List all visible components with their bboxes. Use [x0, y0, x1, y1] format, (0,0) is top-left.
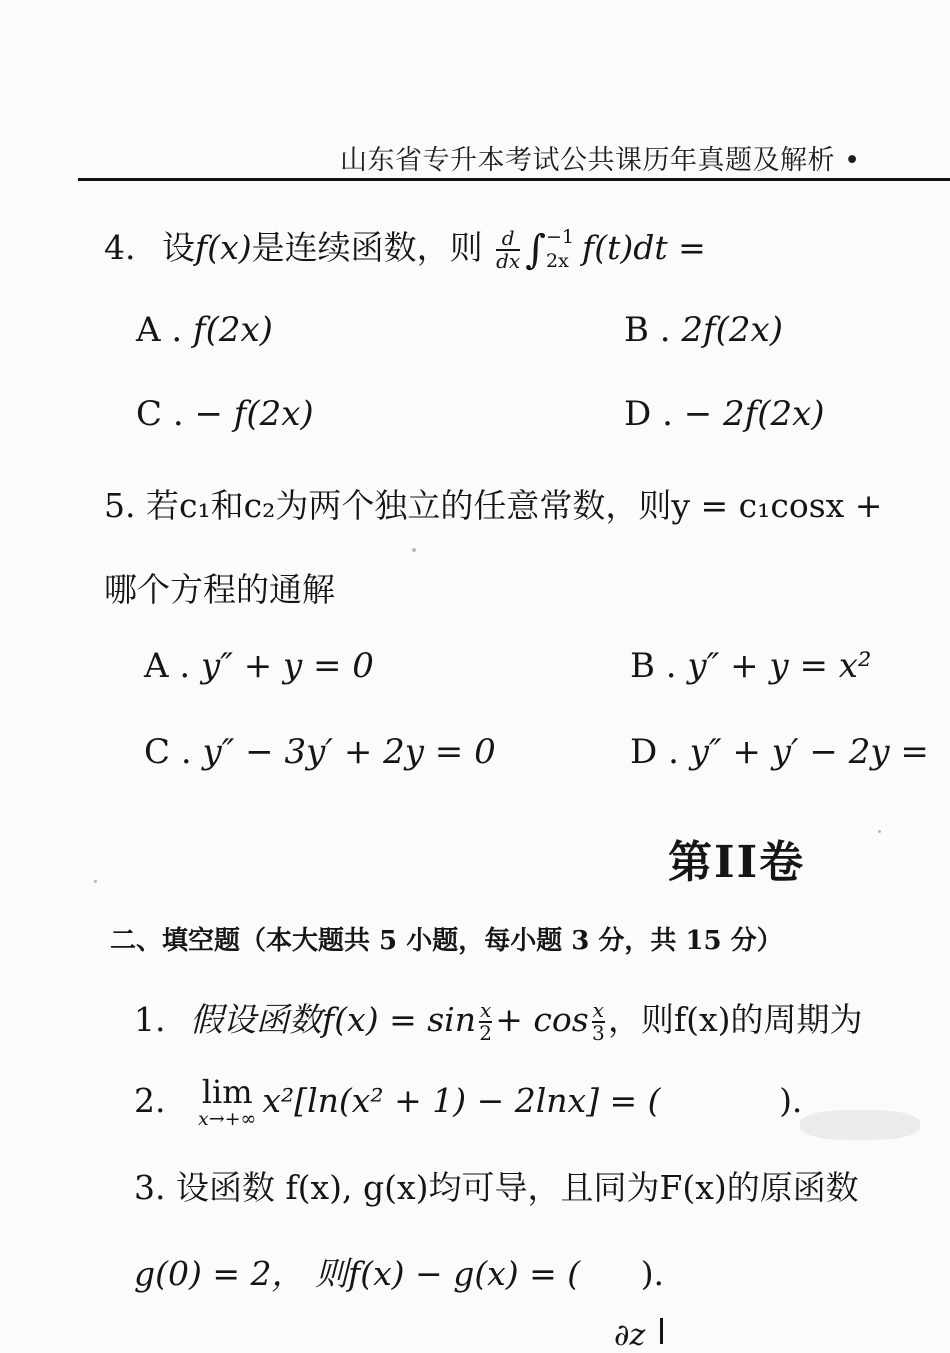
option-text: y″ − 3y′ + 2y = 0 — [202, 732, 496, 772]
option-label: B . — [624, 310, 671, 350]
option-label: D . — [624, 394, 673, 434]
question-4 — [104, 222, 706, 274]
fill-3-expression: g(0) = 2， 则f(x) − g(x) = ( — [134, 1254, 581, 1293]
option-text: − 2f(2x) — [683, 394, 825, 434]
option-b[interactable] — [624, 310, 783, 350]
question-number: 4. — [104, 228, 136, 267]
option-text: y″ + y = 0 — [200, 646, 374, 686]
option-c[interactable] — [144, 732, 496, 772]
function-fx: f(x) — [195, 228, 252, 267]
partial-derivative-fragment: ∂z — [614, 1318, 646, 1353]
option-label: D . — [630, 732, 679, 772]
fill-question-1 — [134, 994, 863, 1044]
scan-speck — [878, 830, 881, 833]
answer-blank-close: ). — [779, 1080, 803, 1120]
option-c[interactable] — [136, 394, 314, 434]
section-title: 第II卷 — [668, 837, 806, 888]
option-d[interactable] — [624, 394, 825, 434]
option-text: y″ + y = x² — [687, 646, 872, 686]
fill-question-2 — [134, 1073, 803, 1130]
integral-sign-icon: ∫ — [525, 227, 547, 273]
fraction-denominator: 2 — [479, 1021, 492, 1045]
fill-1-mid: + cos — [495, 1000, 589, 1039]
option-label: A . — [144, 646, 191, 686]
limit-operator — [198, 1073, 257, 1130]
option-a[interactable] — [144, 646, 374, 686]
fill-question-3-line-2 — [134, 1248, 664, 1295]
fill-1-after: ，则f(x)的周期为 — [607, 1000, 863, 1039]
limit-subscript: x→+∞ — [198, 1107, 257, 1130]
option-label: C . — [144, 732, 192, 772]
derivative-numerator: d — [496, 228, 520, 251]
fraction-denominator: 3 — [591, 1021, 605, 1045]
fraction-x-over-3 — [592, 1000, 605, 1044]
header-rule — [78, 178, 950, 181]
page-header-title: 山东省专升本考试公共课历年真题及解析 • — [340, 145, 861, 176]
section-subtitle: 二、填空题（本大题共 5 小题，每小题 3 分，共 15 分） — [110, 926, 783, 956]
option-d[interactable] — [630, 732, 929, 772]
question-stem-mid: 是连续函数，则 — [251, 228, 483, 267]
option-text: − f(2x) — [194, 394, 314, 434]
question-number: 2. — [134, 1080, 166, 1120]
question-stem-before: 设 — [162, 228, 195, 267]
option-text: f(2x) — [192, 310, 273, 350]
integrand: f(t)dt = — [582, 228, 706, 267]
evaluation-bar — [660, 1318, 663, 1344]
limit-expression: x²[ln(x² + 1) − 2lnx] = ( — [262, 1080, 661, 1120]
limit-word: lim — [201, 1073, 253, 1111]
derivative-denominator: dx — [496, 249, 521, 273]
option-label: A . — [136, 310, 183, 350]
scan-speck — [412, 548, 416, 552]
option-a[interactable] — [136, 310, 273, 350]
derivative-fraction — [496, 228, 520, 272]
option-text: y″ + y′ − 2y = — [689, 732, 929, 772]
answer-blank-close: ). — [640, 1254, 665, 1293]
scan-speck — [94, 880, 97, 883]
option-text: 2f(2x) — [681, 310, 783, 350]
fraction-x-over-2 — [479, 1000, 492, 1044]
integral-limits — [546, 226, 574, 274]
option-label: C . — [136, 394, 184, 434]
question-5-line-2: 哪个方程的通解 — [104, 570, 335, 609]
option-b[interactable] — [630, 646, 872, 686]
question-number: 1. — [134, 1000, 166, 1039]
fraction-numerator: x — [479, 998, 492, 1022]
option-label: B . — [630, 646, 677, 686]
question-5-line-1: 5. 若c₁和c₂为两个独立的任意常数，则y = c₁cosx + — [104, 486, 883, 525]
integral-lower-limit: 2x — [546, 250, 569, 272]
integral-upper-limit: −1 — [546, 226, 575, 249]
fraction-numerator: x — [592, 998, 604, 1022]
fill-question-3-line-1: 3. 设函数 f(x), g(x)均可导，且同为F(x)的原函数 — [134, 1168, 859, 1207]
scan-smudge — [800, 1110, 920, 1140]
fill-1-before: 假设函数f(x) = sin — [190, 1000, 476, 1039]
